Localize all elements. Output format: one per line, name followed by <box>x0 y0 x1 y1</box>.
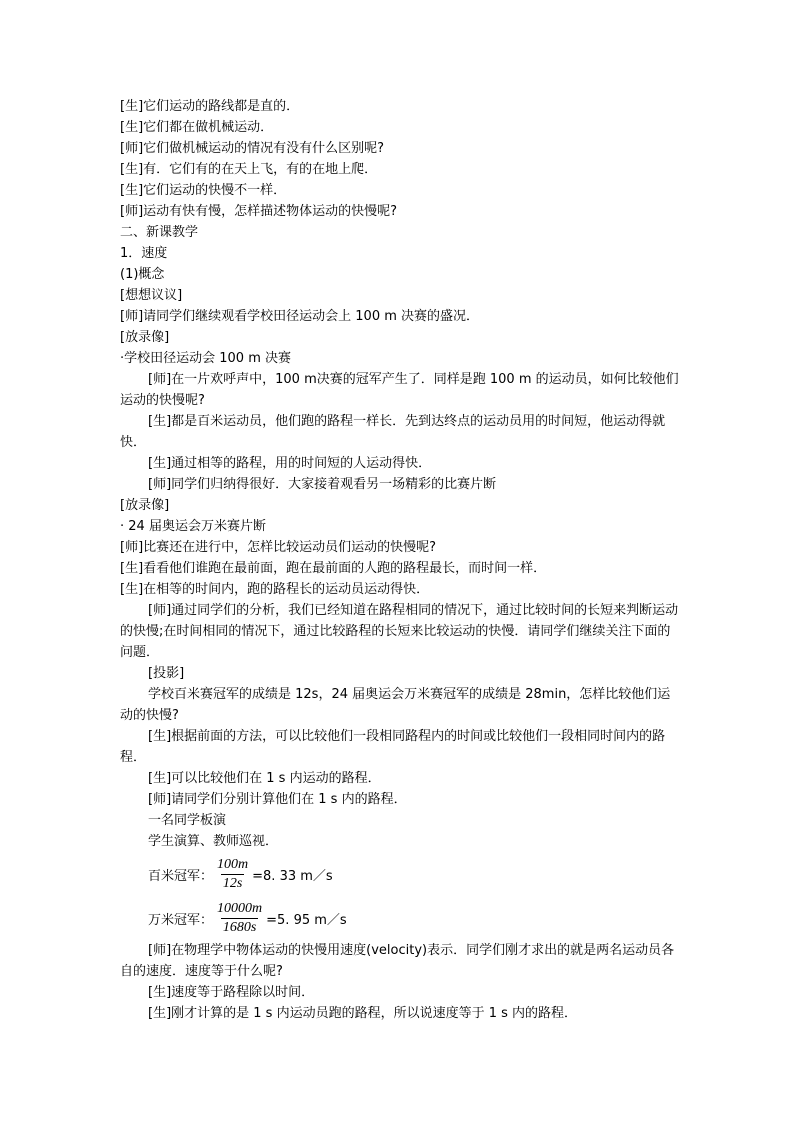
subsection-heading: (1)概念 <box>120 267 165 282</box>
text-line: [师]运动有快有慢，怎样描述物体运动的快慢呢? <box>120 204 398 219</box>
paragraph: [生]都是百米运动员，他们跑的路程一样长．先到达终点的运动员用的时间短，他运动得就快． <box>120 414 666 450</box>
fraction-numerator: 10000m <box>217 900 263 916</box>
fraction <box>215 901 264 936</box>
text-line: [师]请同学们继续观看学校田径运动会上 100 m 决赛的盛况． <box>120 309 480 324</box>
text-line: [生]速度等于路程除以时间． <box>148 985 315 1000</box>
formula-result: =8. 33 m／s <box>252 868 333 884</box>
text-line: [师]同学们归纳得很好．大家接着观看另一场精彩的比赛片断 <box>148 477 497 492</box>
paragraph: [师]在物理学中物体运动的快慢用速度(velocity)表示．同学们刚才求出的就是两名运动员各自的速度．速度等于什么呢? <box>120 943 675 979</box>
text-line: [生]看看他们谁跑在最前面，跑在最前面的人跑的路程最长，而时间一样． <box>120 561 547 576</box>
text-line: [生]通过相等的路程，用的时间短的人运动得快． <box>148 456 432 471</box>
text-line: [生]刚才计算的是 1 s 内运动员跑的路程，所以说速度等于 1 s 内的路程． <box>148 1006 578 1021</box>
text-line: [放录像] <box>120 498 170 513</box>
text-line: [生]在相等的时间内，跑的路程长的运动员运动得快． <box>120 582 430 597</box>
formula-label: 万米冠军： <box>148 912 214 928</box>
text-line: 学生演算、教师巡视． <box>148 834 279 849</box>
document-page <box>120 96 680 1024</box>
text-line: · 24 届奥运会万米赛片断 <box>120 519 266 534</box>
fraction <box>215 857 250 892</box>
fraction-numerator: 100m <box>217 856 249 872</box>
text-line: [师]它们做机械运动的情况有没有什么区别呢? <box>120 141 385 156</box>
paragraph: [生]根据前面的方法，可以比较他们一段相同路程内的时间或比较他们一段相同时间内的路程． <box>120 729 666 765</box>
section-heading: 二、新课教学 <box>120 225 199 240</box>
text-line: [生]它们运动的路线都是直的． <box>120 99 300 114</box>
paragraph: [师]在一片欢呼声中，100 m决赛的冠军产生了．同样是跑 100 m 的运动员，如何比较他们运动的快慢呢? <box>120 372 679 408</box>
text-line: [生]它们运动的快慢不一样． <box>120 183 287 198</box>
text-line: [生]它们都在做机械运动． <box>120 120 274 135</box>
formula-10000m <box>120 896 680 940</box>
paragraph: [师]通过同学们的分析，我们已经知道在路程相同的情况下，通过比较时间的长短来判断运动的快慢;在时间相同的情况下，通过比较路程的长短来比较运动的快慢．请同学们继续关注下面的问题． <box>120 603 679 660</box>
text-line: [师]请同学们分别计算他们在 1 s 内的路程． <box>148 792 407 807</box>
fraction-denominator: 12s <box>222 875 243 891</box>
text-line: [投影] <box>148 666 185 681</box>
text-line: [师]比赛还在进行中，怎样比较运动员们运动的快慢呢? <box>120 540 437 555</box>
text-line: [生]可以比较他们在 1 s 内运动的路程． <box>148 771 381 786</box>
formula-sprint <box>120 852 680 896</box>
text-line: 一名同学板演 <box>148 813 227 828</box>
fraction-denominator: 1680s <box>222 919 257 935</box>
subsection-heading: 1．速度 <box>120 246 168 261</box>
formula-label: 百米冠军： <box>148 868 214 884</box>
text-line: [想想议议] <box>120 288 183 303</box>
text-line: [放录像] <box>120 330 170 345</box>
text-line: ·学校田径运动会 100 m 决赛 <box>120 351 292 366</box>
formula-result: =5. 95 m／s <box>266 912 347 928</box>
text-line: [生]有．它们有的在天上飞，有的在地上爬． <box>120 162 378 177</box>
paragraph: 学校百米赛冠军的成绩是 12s，24 届奥运会万米赛冠军的成绩是 28min，怎样比较他们运动的快慢? <box>120 687 671 723</box>
